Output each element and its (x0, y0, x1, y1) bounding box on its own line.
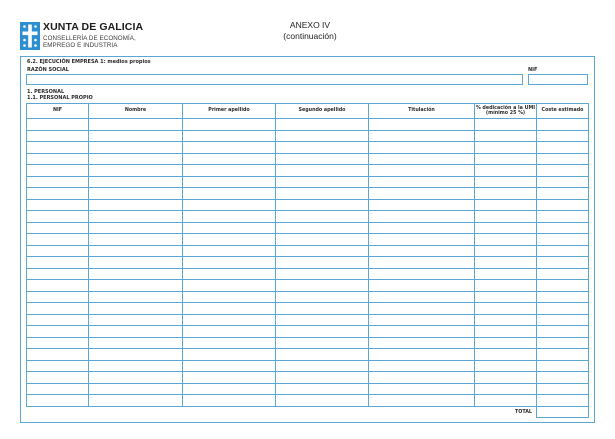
cell-nif[interactable] (27, 142, 89, 154)
organization-department-line2: EMPREGO E INDUSTRIA (43, 41, 118, 49)
cell-nif[interactable] (27, 372, 89, 384)
cell-nif[interactable] (27, 268, 89, 280)
column-header-segundo-apellido: Segundo apellido (276, 104, 369, 119)
cell-segundo-apellido[interactable] (276, 268, 369, 280)
cell-nombre[interactable] (89, 257, 183, 269)
total-row (27, 406, 589, 418)
cell-nombre[interactable] (89, 303, 183, 315)
cell-segundo-apellido[interactable] (276, 130, 369, 142)
cell-segundo-apellido[interactable] (276, 234, 369, 246)
nif-field[interactable] (528, 74, 588, 85)
cell-coste-estimado[interactable] (537, 142, 589, 154)
cell-titulacion[interactable] (369, 326, 475, 338)
cell-segundo-apellido[interactable] (276, 188, 369, 200)
cell-coste-estimado[interactable] (537, 176, 589, 188)
cell-segundo-apellido[interactable] (276, 119, 369, 131)
nif-label: NIF (528, 67, 538, 73)
cell-nombre[interactable] (89, 291, 183, 303)
cell-nombre[interactable] (89, 188, 183, 200)
cell-nombre[interactable] (89, 360, 183, 372)
cell-coste-estimado[interactable] (537, 280, 589, 292)
cell-primer-apellido[interactable] (183, 383, 276, 395)
cell-primer-apellido[interactable] (183, 291, 276, 303)
cell-coste-estimado[interactable] (537, 268, 589, 280)
cell-titulacion[interactable] (369, 372, 475, 384)
cell-segundo-apellido[interactable] (276, 372, 369, 384)
cell-titulacion[interactable] (369, 245, 475, 257)
cell-coste-estimado[interactable] (537, 245, 589, 257)
cell-titulacion[interactable] (369, 222, 475, 234)
cell-segundo-apellido[interactable] (276, 395, 369, 407)
cell-dedicacion[interactable] (475, 222, 537, 234)
cell-dedicacion[interactable] (475, 349, 537, 361)
table-header-row (27, 104, 589, 119)
cell-primer-apellido[interactable] (183, 360, 276, 372)
personal-table (26, 103, 589, 418)
table-row (27, 176, 589, 188)
cell-titulacion[interactable] (369, 188, 475, 200)
cell-titulacion[interactable] (369, 119, 475, 131)
cell-primer-apellido[interactable] (183, 153, 276, 165)
cell-primer-apellido[interactable] (183, 234, 276, 246)
organization-department-line1: CONSELLERÍA DE ECONOMÍA, (43, 34, 136, 42)
cell-nif[interactable] (27, 291, 89, 303)
xunta-logo-icon (20, 22, 40, 50)
cell-nif[interactable] (27, 383, 89, 395)
cell-coste-estimado[interactable] (537, 211, 589, 223)
table-row (27, 211, 589, 223)
cell-coste-estimado[interactable] (537, 314, 589, 326)
cell-dedicacion[interactable] (475, 188, 537, 200)
cell-nombre[interactable] (89, 176, 183, 188)
table-row (27, 360, 589, 372)
cell-nif[interactable] (27, 165, 89, 177)
cell-dedicacion[interactable] (475, 153, 537, 165)
cell-dedicacion[interactable] (475, 268, 537, 280)
cell-dedicacion[interactable] (475, 142, 537, 154)
cell-dedicacion[interactable] (475, 211, 537, 223)
column-header-primer-apellido: Primer apellido (183, 104, 276, 119)
cell-nif[interactable] (27, 130, 89, 142)
cell-primer-apellido[interactable] (183, 222, 276, 234)
cell-primer-apellido[interactable] (183, 199, 276, 211)
cell-nombre[interactable] (89, 314, 183, 326)
table-row (27, 303, 589, 315)
organization-name: XUNTA DE GALICIA (43, 21, 144, 33)
cell-segundo-apellido[interactable] (276, 176, 369, 188)
cell-primer-apellido[interactable] (183, 176, 276, 188)
cell-nombre[interactable] (89, 130, 183, 142)
cell-nombre[interactable] (89, 372, 183, 384)
cell-nif[interactable] (27, 153, 89, 165)
table-row (27, 222, 589, 234)
table-row (27, 395, 589, 407)
cell-nif[interactable] (27, 326, 89, 338)
cell-nombre[interactable] (89, 245, 183, 257)
table-row (27, 119, 589, 131)
cell-dedicacion[interactable] (475, 360, 537, 372)
table-row (27, 383, 589, 395)
total-cell[interactable] (537, 406, 589, 418)
cell-coste-estimado[interactable] (537, 383, 589, 395)
cell-segundo-apellido[interactable] (276, 337, 369, 349)
cell-primer-apellido[interactable] (183, 268, 276, 280)
cell-nombre[interactable] (89, 268, 183, 280)
table-row (27, 130, 589, 142)
razon-social-field[interactable] (26, 74, 523, 85)
table-row (27, 245, 589, 257)
cell-nombre[interactable] (89, 234, 183, 246)
cell-segundo-apellido[interactable] (276, 222, 369, 234)
cell-dedicacion[interactable] (475, 245, 537, 257)
cell-coste-estimado[interactable] (537, 130, 589, 142)
table-body (27, 119, 589, 407)
cell-primer-apellido[interactable] (183, 303, 276, 315)
cell-nombre[interactable] (89, 337, 183, 349)
section-title: 6.2. EJECUCIÓN EMPRESA 1: medios propios (27, 59, 151, 65)
cell-segundo-apellido[interactable] (276, 245, 369, 257)
cell-nif[interactable] (27, 211, 89, 223)
cell-nombre[interactable] (89, 395, 183, 407)
cell-primer-apellido[interactable] (183, 119, 276, 131)
cell-coste-estimado[interactable] (537, 326, 589, 338)
cell-titulacion[interactable] (369, 199, 475, 211)
cell-coste-estimado[interactable] (537, 199, 589, 211)
cell-primer-apellido[interactable] (183, 337, 276, 349)
cell-nif[interactable] (27, 188, 89, 200)
cell-nombre[interactable] (89, 222, 183, 234)
cell-dedicacion[interactable] (475, 372, 537, 384)
cell-primer-apellido[interactable] (183, 188, 276, 200)
table-row (27, 268, 589, 280)
cell-primer-apellido[interactable] (183, 372, 276, 384)
cell-coste-estimado[interactable] (537, 360, 589, 372)
personal-propio-label: 1.1. PERSONAL PROPIO (27, 95, 93, 101)
cell-coste-estimado[interactable] (537, 349, 589, 361)
annex-subtitle: (continuación) (283, 30, 337, 41)
cell-titulacion[interactable] (369, 165, 475, 177)
cell-nif[interactable] (27, 314, 89, 326)
table-row (27, 234, 589, 246)
table-row (27, 326, 589, 338)
cell-dedicacion[interactable] (475, 291, 537, 303)
table-row (27, 280, 589, 292)
cell-primer-apellido[interactable] (183, 211, 276, 223)
cell-primer-apellido[interactable] (183, 314, 276, 326)
cell-coste-estimado[interactable] (537, 119, 589, 131)
table-row (27, 349, 589, 361)
cell-primer-apellido[interactable] (183, 245, 276, 257)
cell-coste-estimado[interactable] (537, 395, 589, 407)
annex-heading (250, 20, 370, 41)
total-label: TOTAL (475, 406, 537, 418)
cell-nif[interactable] (27, 280, 89, 292)
table-row (27, 372, 589, 384)
cell-primer-apellido[interactable] (183, 257, 276, 269)
cell-coste-estimado[interactable] (537, 153, 589, 165)
total-spacer (27, 406, 475, 418)
column-header-coste-estimado: Coste estimado (537, 104, 589, 119)
cell-dedicacion[interactable] (475, 199, 537, 211)
table-row (27, 314, 589, 326)
cell-primer-apellido[interactable] (183, 280, 276, 292)
cell-titulacion[interactable] (369, 314, 475, 326)
cell-dedicacion[interactable] (475, 119, 537, 131)
cell-nombre[interactable] (89, 326, 183, 338)
cell-dedicacion[interactable] (475, 257, 537, 269)
cell-segundo-apellido[interactable] (276, 303, 369, 315)
cell-nif[interactable] (27, 349, 89, 361)
cell-dedicacion[interactable] (475, 234, 537, 246)
cell-coste-estimado[interactable] (537, 222, 589, 234)
cell-titulacion[interactable] (369, 257, 475, 269)
cell-nif[interactable] (27, 303, 89, 315)
column-header-titulacion: Titulación (369, 104, 475, 119)
cell-nif[interactable] (27, 257, 89, 269)
cell-titulacion[interactable] (369, 303, 475, 315)
cell-dedicacion[interactable] (475, 303, 537, 315)
cell-titulacion[interactable] (369, 211, 475, 223)
cell-nombre[interactable] (89, 165, 183, 177)
cell-nombre[interactable] (89, 153, 183, 165)
cell-segundo-apellido[interactable] (276, 153, 369, 165)
cell-segundo-apellido[interactable] (276, 326, 369, 338)
cell-primer-apellido[interactable] (183, 326, 276, 338)
cell-nombre[interactable] (89, 199, 183, 211)
cell-segundo-apellido[interactable] (276, 165, 369, 177)
table-row (27, 257, 589, 269)
cell-segundo-apellido[interactable] (276, 349, 369, 361)
annex-title: ANEXO IV (289, 20, 331, 30)
column-header-nif: NIF (27, 104, 89, 119)
cell-nombre[interactable] (89, 119, 183, 131)
cell-nif[interactable] (27, 395, 89, 407)
cell-titulacion[interactable] (369, 291, 475, 303)
cell-primer-apellido[interactable] (183, 130, 276, 142)
cell-nif[interactable] (27, 199, 89, 211)
cell-segundo-apellido[interactable] (276, 142, 369, 154)
cell-dedicacion[interactable] (475, 395, 537, 407)
cell-dedicacion[interactable] (475, 280, 537, 292)
cell-dedicacion[interactable] (475, 165, 537, 177)
cell-primer-apellido[interactable] (183, 142, 276, 154)
cell-titulacion[interactable] (369, 268, 475, 280)
cell-titulacion[interactable] (369, 349, 475, 361)
cell-dedicacion[interactable] (475, 326, 537, 338)
cell-nif[interactable] (27, 234, 89, 246)
cell-nif[interactable] (27, 176, 89, 188)
table-row (27, 142, 589, 154)
table-row (27, 165, 589, 177)
cell-primer-apellido[interactable] (183, 349, 276, 361)
table-row (27, 188, 589, 200)
cell-titulacion[interactable] (369, 395, 475, 407)
table-row (27, 337, 589, 349)
cell-segundo-apellido[interactable] (276, 383, 369, 395)
cell-dedicacion[interactable] (475, 337, 537, 349)
cell-dedicacion[interactable] (475, 314, 537, 326)
cell-dedicacion[interactable] (475, 130, 537, 142)
cell-segundo-apellido[interactable] (276, 280, 369, 292)
cell-segundo-apellido[interactable] (276, 314, 369, 326)
cell-titulacion[interactable] (369, 280, 475, 292)
cell-titulacion[interactable] (369, 153, 475, 165)
cell-coste-estimado[interactable] (537, 337, 589, 349)
cell-dedicacion[interactable] (475, 383, 537, 395)
cell-segundo-apellido[interactable] (276, 291, 369, 303)
table-row (27, 199, 589, 211)
cell-coste-estimado[interactable] (537, 257, 589, 269)
cell-nombre[interactable] (89, 280, 183, 292)
cell-nif[interactable] (27, 360, 89, 372)
dedicacion-note: (mínimo 25 %) (485, 111, 526, 116)
cell-segundo-apellido[interactable] (276, 211, 369, 223)
cell-titulacion[interactable] (369, 234, 475, 246)
cell-primer-apellido[interactable] (183, 165, 276, 177)
column-header-nombre: Nombre (89, 104, 183, 119)
cell-coste-estimado[interactable] (537, 165, 589, 177)
cell-coste-estimado[interactable] (537, 303, 589, 315)
cell-segundo-apellido[interactable] (276, 360, 369, 372)
cell-segundo-apellido[interactable] (276, 257, 369, 269)
razon-social-label: RAZÓN SOCIAL (27, 67, 69, 73)
cell-nombre[interactable] (89, 142, 183, 154)
cell-coste-estimado[interactable] (537, 372, 589, 384)
table-row (27, 153, 589, 165)
cell-titulacion[interactable] (369, 360, 475, 372)
cell-nif[interactable] (27, 245, 89, 257)
cell-titulacion[interactable] (369, 383, 475, 395)
organization-block (43, 22, 143, 49)
cell-nif[interactable] (27, 337, 89, 349)
cell-coste-estimado[interactable] (537, 234, 589, 246)
cell-nombre[interactable] (89, 383, 183, 395)
cell-segundo-apellido[interactable] (276, 199, 369, 211)
cell-coste-estimado[interactable] (537, 291, 589, 303)
table-row (27, 291, 589, 303)
cell-titulacion[interactable] (369, 142, 475, 154)
cell-coste-estimado[interactable] (537, 188, 589, 200)
personal-label: 1. PERSONAL (27, 89, 65, 95)
cell-titulacion[interactable] (369, 130, 475, 142)
cell-titulacion[interactable] (369, 176, 475, 188)
dedicacion-title: % dedicación a la UMI (475, 105, 536, 111)
cell-nif[interactable] (27, 119, 89, 131)
cell-primer-apellido[interactable] (183, 395, 276, 407)
cell-nif[interactable] (27, 222, 89, 234)
cell-titulacion[interactable] (369, 337, 475, 349)
cell-nombre[interactable] (89, 211, 183, 223)
column-header-dedicacion (475, 104, 537, 119)
cell-nombre[interactable] (89, 349, 183, 361)
cell-dedicacion[interactable] (475, 176, 537, 188)
